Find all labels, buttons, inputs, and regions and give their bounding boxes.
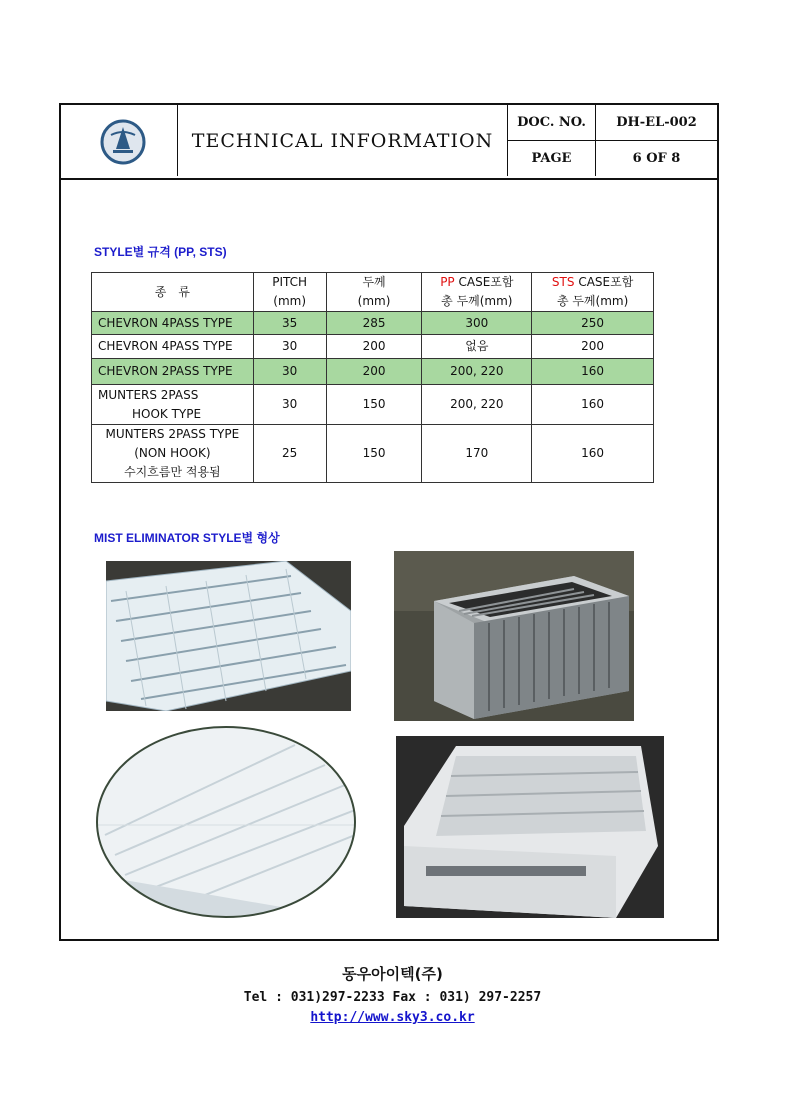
logo-cell: [61, 105, 178, 176]
row-pp: 200, 220: [422, 359, 532, 385]
row-thickness: 285: [326, 312, 422, 335]
header-sts-total: STS CASE포함 총 두께(mm): [532, 273, 654, 312]
row-name: CHEVRON 4PASS TYPE: [92, 312, 254, 335]
header-pitch: PITCH (mm): [253, 273, 326, 312]
page-label: PAGE: [508, 141, 596, 176]
row-pitch: 30: [253, 335, 326, 359]
row-sts: 160: [532, 359, 654, 385]
footer-contact: Tel : 031)297-2233 Fax : 031) 297-2257: [243, 990, 542, 1005]
row-sts: 160: [532, 385, 654, 425]
section-title-shapes: MIST ELIMINATOR STYLE별 형상: [94, 531, 280, 545]
header-thickness: 두께 (mm): [326, 273, 422, 312]
row-sts: 250: [532, 312, 654, 335]
row-pitch: 25: [253, 425, 326, 483]
photo-plastic-case: [396, 736, 664, 918]
row-name: CHEVRON 4PASS TYPE: [92, 335, 254, 359]
row-pp: 170: [422, 425, 532, 483]
doc-no-value: DH-EL-002: [596, 105, 717, 141]
header: [61, 105, 717, 180]
row-pp: 200, 220: [422, 385, 532, 425]
spec-table: [91, 272, 654, 483]
header-kind: 종 류: [92, 273, 254, 312]
row-sts: 160: [532, 425, 654, 483]
table-header-row: [92, 273, 654, 312]
row-thickness: 150: [326, 385, 422, 425]
page-title: TECHNICAL INFORMATION: [178, 105, 508, 176]
row-pp: 없음: [422, 335, 532, 359]
row-pitch: 30: [253, 385, 326, 425]
table-row: [92, 385, 654, 425]
photo-steel-case: [394, 551, 634, 721]
table-row: [92, 425, 654, 483]
document-frame: [59, 103, 719, 941]
row-pitch: 35: [253, 312, 326, 335]
photo-oval-blades: [95, 725, 357, 920]
page-value: 6 OF 8: [632, 151, 681, 166]
company-logo-icon: [61, 105, 177, 176]
row-thickness: 150: [326, 425, 422, 483]
header-pp-total: PP CASE포함 총 두께(mm): [422, 273, 532, 312]
row-name: MUNTERS 2PASS HOOK TYPE: [92, 385, 254, 425]
row-thickness: 200: [326, 359, 422, 385]
row-pitch: 30: [253, 359, 326, 385]
table-row: [92, 359, 654, 385]
row-name: MUNTERS 2PASS TYPE (NON HOOK) 수지흐름만 적용됨: [92, 425, 254, 483]
row-pp: 300: [422, 312, 532, 335]
footer-company: 동우아이텍(주): [342, 965, 443, 983]
photo-chevron-stack: [106, 561, 351, 711]
row-name: CHEVRON 2PASS TYPE: [92, 359, 254, 385]
table-row: [92, 312, 654, 335]
row-thickness: 200: [326, 335, 422, 359]
section-title-spec: STYLE별 규격 (PP, STS): [94, 245, 227, 259]
table-row: [92, 335, 654, 359]
footer-website-link[interactable]: http://www.sky3.co.kr: [310, 1010, 475, 1025]
doc-no-label: DOC. NO.: [508, 105, 596, 141]
row-sts: 200: [532, 335, 654, 359]
